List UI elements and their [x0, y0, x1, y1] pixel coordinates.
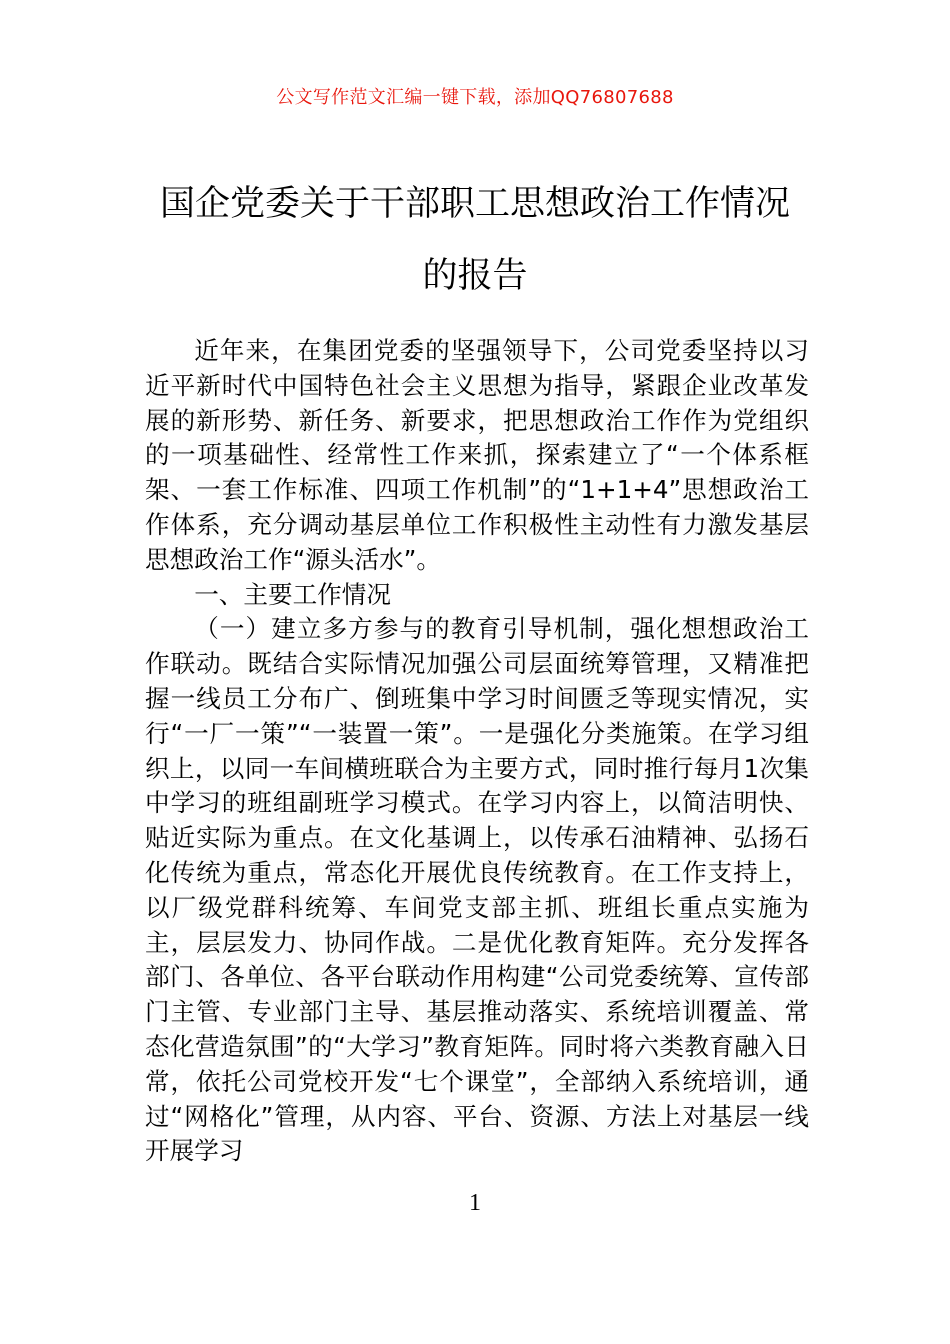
section-heading: 一、主要工作情况	[194, 579, 391, 609]
page-number: 1	[469, 1190, 481, 1216]
intro-paragraph: 近年来，在集团党委的坚强领导下，公司党委坚持以习近平新时代中国特色社会主义思想为指导，紧跟企业改革发展的新形势、新任务、新要求，把思想政治工作作为党组织的一项基础性、经常性工作来抓，探索建立了“一个体系框架、一套工作标准、四项工作机制”的“1+1+4”思想政治工作体系，充分调动基层单位工作积极性主动性有力激发基层思想政治工作“源头活水”。	[145, 336, 809, 574]
header-download-note: 公文写作范文汇编一键下载，添加QQ76807688	[276, 87, 674, 108]
title-line-2: 的报告	[422, 256, 528, 296]
document-body	[145, 334, 809, 1169]
subsection-paragraph: （一）建立多方参与的教育引导机制，强化想想政治工作联动。既结合实际情况加强公司层面统筹管理，又精准把握一线员工分布广、倒班集中学习时间匮乏等现实情况，实行“一厂一策”“一装置一策”。一是强化分类施策。在学习组织上，以同一车间横班联合为主要方式，同时推行每月1次集中学习的班组副班学习模式。在学习内容上，以简洁明快、贴近实际为重点。在文化基调上，以传承石油精神、弘扬石化传统为重点，常态化开展优良传统教育。在工作支持上，以厂级党群科统筹、车间党支部主抓、班组长重点实施为主，层层发力、协同作战。二是优化教育矩阵。充分发挥各部门、各单位、各平台联动作用构建“公司党委统筹、宣传部门主管、专业部门主导、基层推动落实、系统培训覆盖、常态化营造氛围”的“大学习”教育矩阵。同时将六类教育融入日常，依托公司党校开发“七个课堂”，全部纳入系统培训，通过“网格化”管理，从内容、平台、资源、方法上对基层一线开展学习	[145, 614, 809, 1166]
title-line-1: 国企党委关于干部职工思想政治工作情况	[159, 184, 790, 224]
document-title	[120, 168, 830, 312]
